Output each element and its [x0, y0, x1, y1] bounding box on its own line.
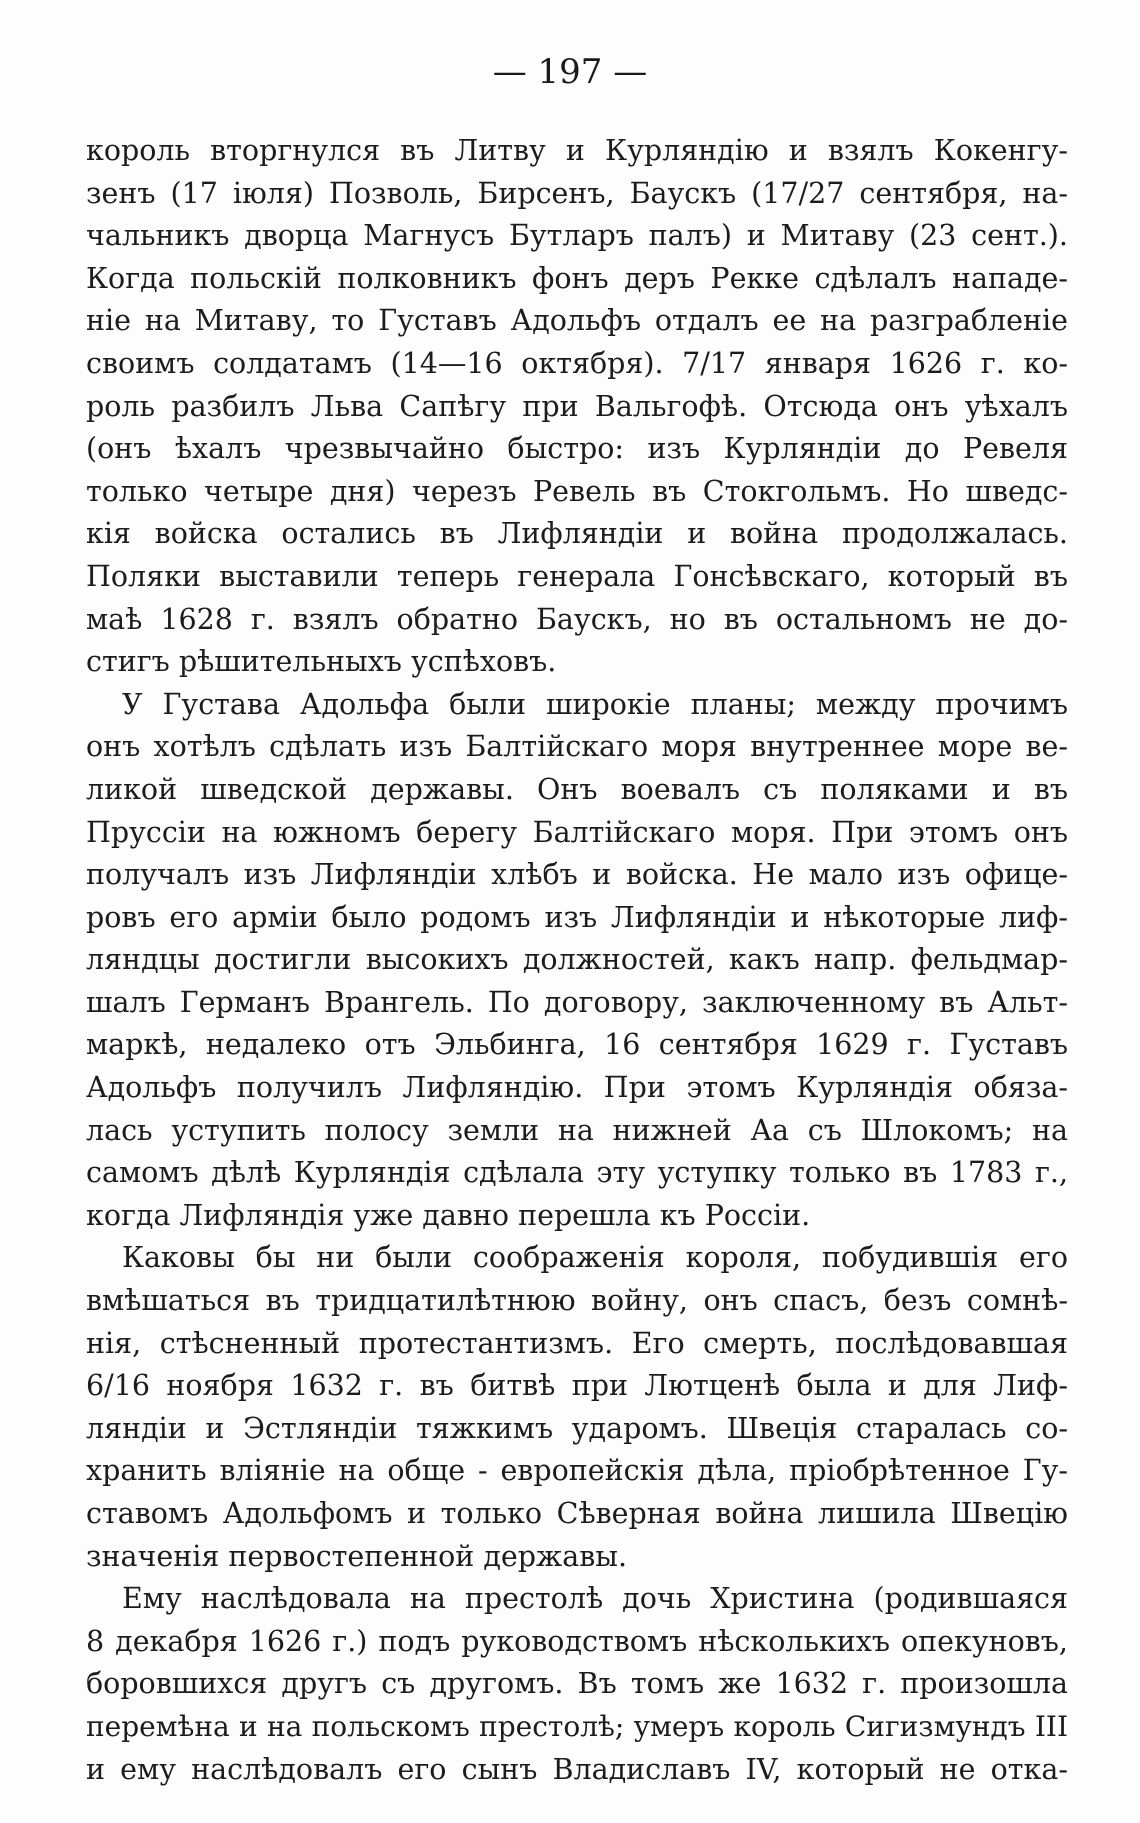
text-line: и ему наслѣдовалъ его сынъ Владиславъ IV, который не отка-: [86, 1752, 1068, 1786]
text-line: вмѣшаться въ тридцатилѣтнюю войну, онъ спасъ, безъ сомнѣ-: [86, 1284, 1068, 1318]
paragraph-3: [86, 1237, 1068, 1578]
text-line: ровъ его арміи было родомъ изъ Лифляндіи и нѣкоторые лиф-: [86, 900, 1068, 934]
text-line: шалъ Германъ Врангель. По договору, заключенному въ Альт-: [86, 985, 1068, 1019]
text-line: Когда польскій полковникъ фонъ деръ Рекке сдѣлалъ нападе-: [86, 261, 1068, 295]
text-line: когда Лифляндія уже давно перешла къ Россіи.: [86, 1198, 811, 1232]
text-line: чальникъ дворца Магнусъ Бутларъ палъ) и Митаву (23 сент.).: [86, 219, 1068, 253]
text-line: значенія первостепенной державы.: [86, 1539, 628, 1573]
text-line: У Густава Адольфа были широкіе планы; между прочимъ: [122, 687, 1068, 721]
text-line: Поляки выставили теперь генерала Гонсѣвскаго, который въ: [86, 559, 1068, 593]
page-number: — 197 —: [492, 52, 648, 92]
text-line: стигъ рѣшительныхъ успѣховъ.: [86, 645, 557, 679]
text-line: онъ хотѣлъ сдѣлать изъ Балтійскаго моря внутреннее море ве-: [86, 730, 1068, 764]
text-line: лась уступить полосу земли на нижней Аа съ Шлокомъ; на: [86, 1113, 1068, 1147]
text-line: ляндцы достигли высокихъ должностей, какъ напр. фельдмар-: [86, 943, 1068, 977]
body-text: [86, 130, 1068, 1791]
text-line: хранить вліяніе на обще - европейскія дѣла, пріобрѣтенное Гу-: [86, 1454, 1068, 1488]
text-line: боровшихся другъ съ другомъ. Въ томъ же 1632 г. произошла: [86, 1667, 1068, 1701]
text-line: (онъ ѣхалъ чрезвычайно быстро: изъ Курляндіи до Ревеля: [86, 432, 1068, 466]
text-line: самомъ дѣлѣ Курляндія сдѣлала эту уступку только въ 1783 г.,: [86, 1156, 1068, 1190]
text-line: перемѣна и на польскомъ престолѣ; умеръ король Сигизмундъ III: [86, 1709, 1068, 1743]
text-line: получалъ изъ Лифляндіи хлѣбъ и войска. Не мало изъ офице-: [86, 858, 1068, 892]
text-line: 8 декабря 1626 г.) подъ руководствомъ нѣсколькихъ опекуновъ,: [86, 1624, 1068, 1658]
paragraph-2: [86, 684, 1068, 1238]
text-line: Пруссіи на южномъ берегу Балтійскаго моря. При этомъ онъ: [86, 815, 1068, 849]
text-line: зенъ (17 іюля) Позволь, Бирсенъ, Баускъ (17/27 сентября, на-: [86, 176, 1068, 210]
text-line: Каковы бы ни были соображенія короля, побудившія его: [122, 1241, 1068, 1275]
text-line: Адольфъ получилъ Лифляндію. При этомъ Курляндія обяза-: [86, 1071, 1068, 1105]
text-line: маркѣ, недалеко отъ Эльбинга, 16 сентября 1629 г. Густавъ: [86, 1028, 1068, 1062]
text-line: ликой шведской державы. Онъ воевалъ съ поляками и въ: [86, 772, 1068, 806]
text-line: кія войска остались въ Лифляндіи и война продолжалась.: [86, 517, 1068, 551]
text-line: Ему наслѣдовала на престолѣ дочь Христина (родившаяся: [122, 1582, 1068, 1616]
text-line: ставомъ Адольфомъ и только Сѣверная война лишила Швецію: [86, 1497, 1068, 1530]
text-line: только четыре дня) черезъ Ревель въ Стокгольмъ. Но шведс-: [86, 474, 1068, 508]
text-line: ляндіи и Эстляндіи тяжкимъ ударомъ. Швеція старалась со-: [86, 1411, 1068, 1445]
text-line: своимъ солдатамъ (14—16 октября). 7/17 января 1626 г. ко-: [86, 346, 1068, 380]
text-line: нія, стѣсненный протестантизмъ. Его смерть, послѣдовавшая: [86, 1326, 1068, 1360]
paragraph-1: [86, 130, 1068, 684]
text-line: маѣ 1628 г. взялъ обратно Баускъ, но въ остальномъ не до-: [86, 602, 1068, 636]
text-line: 6/16 ноября 1632 г. въ битвѣ при Лютценѣ была и для Лиф-: [86, 1369, 1068, 1403]
text-line: роль разбилъ Льва Сапѣгу при Вальгофѣ. Отсюда онъ уѣхалъ: [86, 389, 1068, 423]
text-line: ніе на Митаву, то Густавъ Адольфъ отдалъ ее на разграбленіе: [86, 304, 1068, 338]
text-line: король вторгнулся въ Литву и Курляндію и взялъ Кокенгу-: [86, 134, 1068, 167]
paragraph-4: [86, 1578, 1068, 1791]
